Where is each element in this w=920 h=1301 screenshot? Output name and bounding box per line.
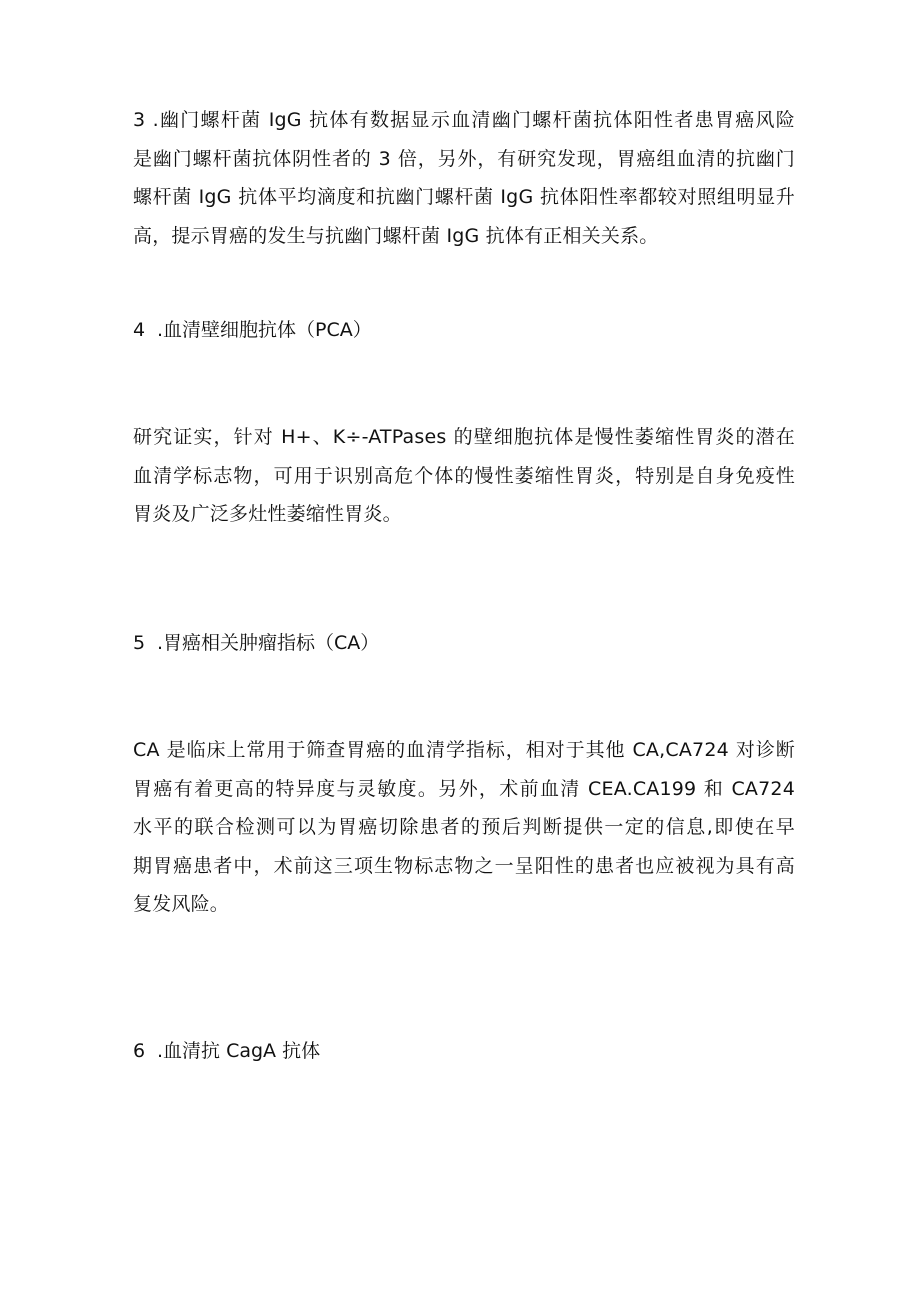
paragraph-igg-antibody <box>133 101 795 255</box>
paragraph-pca <box>133 418 795 534</box>
heading-number: 5 <box>133 632 146 654</box>
text-line: 研究证实，针对 H+、K÷-ATPases 的壁细胞抗体是慢性萎缩性胃炎的潜在 <box>133 426 795 448</box>
text-line: 是幽门螺杆菌抗体阴性者的 3 倍，另外，有研究发现，胃癌组血清的抗幽门 <box>133 147 795 170</box>
text-line: 胃癌有着更高的特异度与灵敏度。另外，术前血清 CEA.CA199 和 CA724 <box>133 777 795 800</box>
section-heading-caga <box>133 1032 320 1070</box>
section-heading-ca <box>133 624 379 662</box>
heading-title: .血清壁细胞抗体（PCA） <box>157 319 372 341</box>
paragraph-ca <box>133 731 795 924</box>
text-line: 3 .幽门螺杆菌 IgG 抗体有数据显示血清幽门螺杆菌抗体阳性者患胃癌风险 <box>133 109 795 131</box>
heading-number: 4 <box>133 319 146 341</box>
section-heading-pca <box>133 311 372 349</box>
text-line: 复发风险。 <box>133 893 230 915</box>
text-line: CA 是临床上常用于筛查胃癌的血清学指标，相对于其他 CA,CA724 对诊断 <box>133 739 795 761</box>
text-line: 胃炎及广泛多灶性萎缩性胃炎。 <box>133 503 402 525</box>
text-line: 期胃癌患者中，术前这三项生物标志物之一呈阳性的患者也应被视为具有高 <box>133 854 795 877</box>
heading-number: 6 <box>133 1040 146 1062</box>
text-line: 水平的联合检测可以为胃癌切除患者的预后判断提供一定的信息,即使在早 <box>133 816 795 838</box>
heading-title: .胃癌相关肿瘤指标（CA） <box>157 632 380 654</box>
heading-title: .血清抗 CagA 抗体 <box>157 1040 321 1062</box>
text-line: 血清学标志物，可用于识别高危个体的慢性萎缩性胃炎，特别是自身免疫性 <box>133 464 795 487</box>
text-line: 高，提示胃癌的发生与抗幽门螺杆菌 IgG 抗体有正相关关系。 <box>133 224 659 247</box>
text-line: 螺杆菌 IgG 抗体平均滴度和抗幽门螺杆菌 IgG 抗体阳性率都较对照组明显升 <box>133 186 795 208</box>
